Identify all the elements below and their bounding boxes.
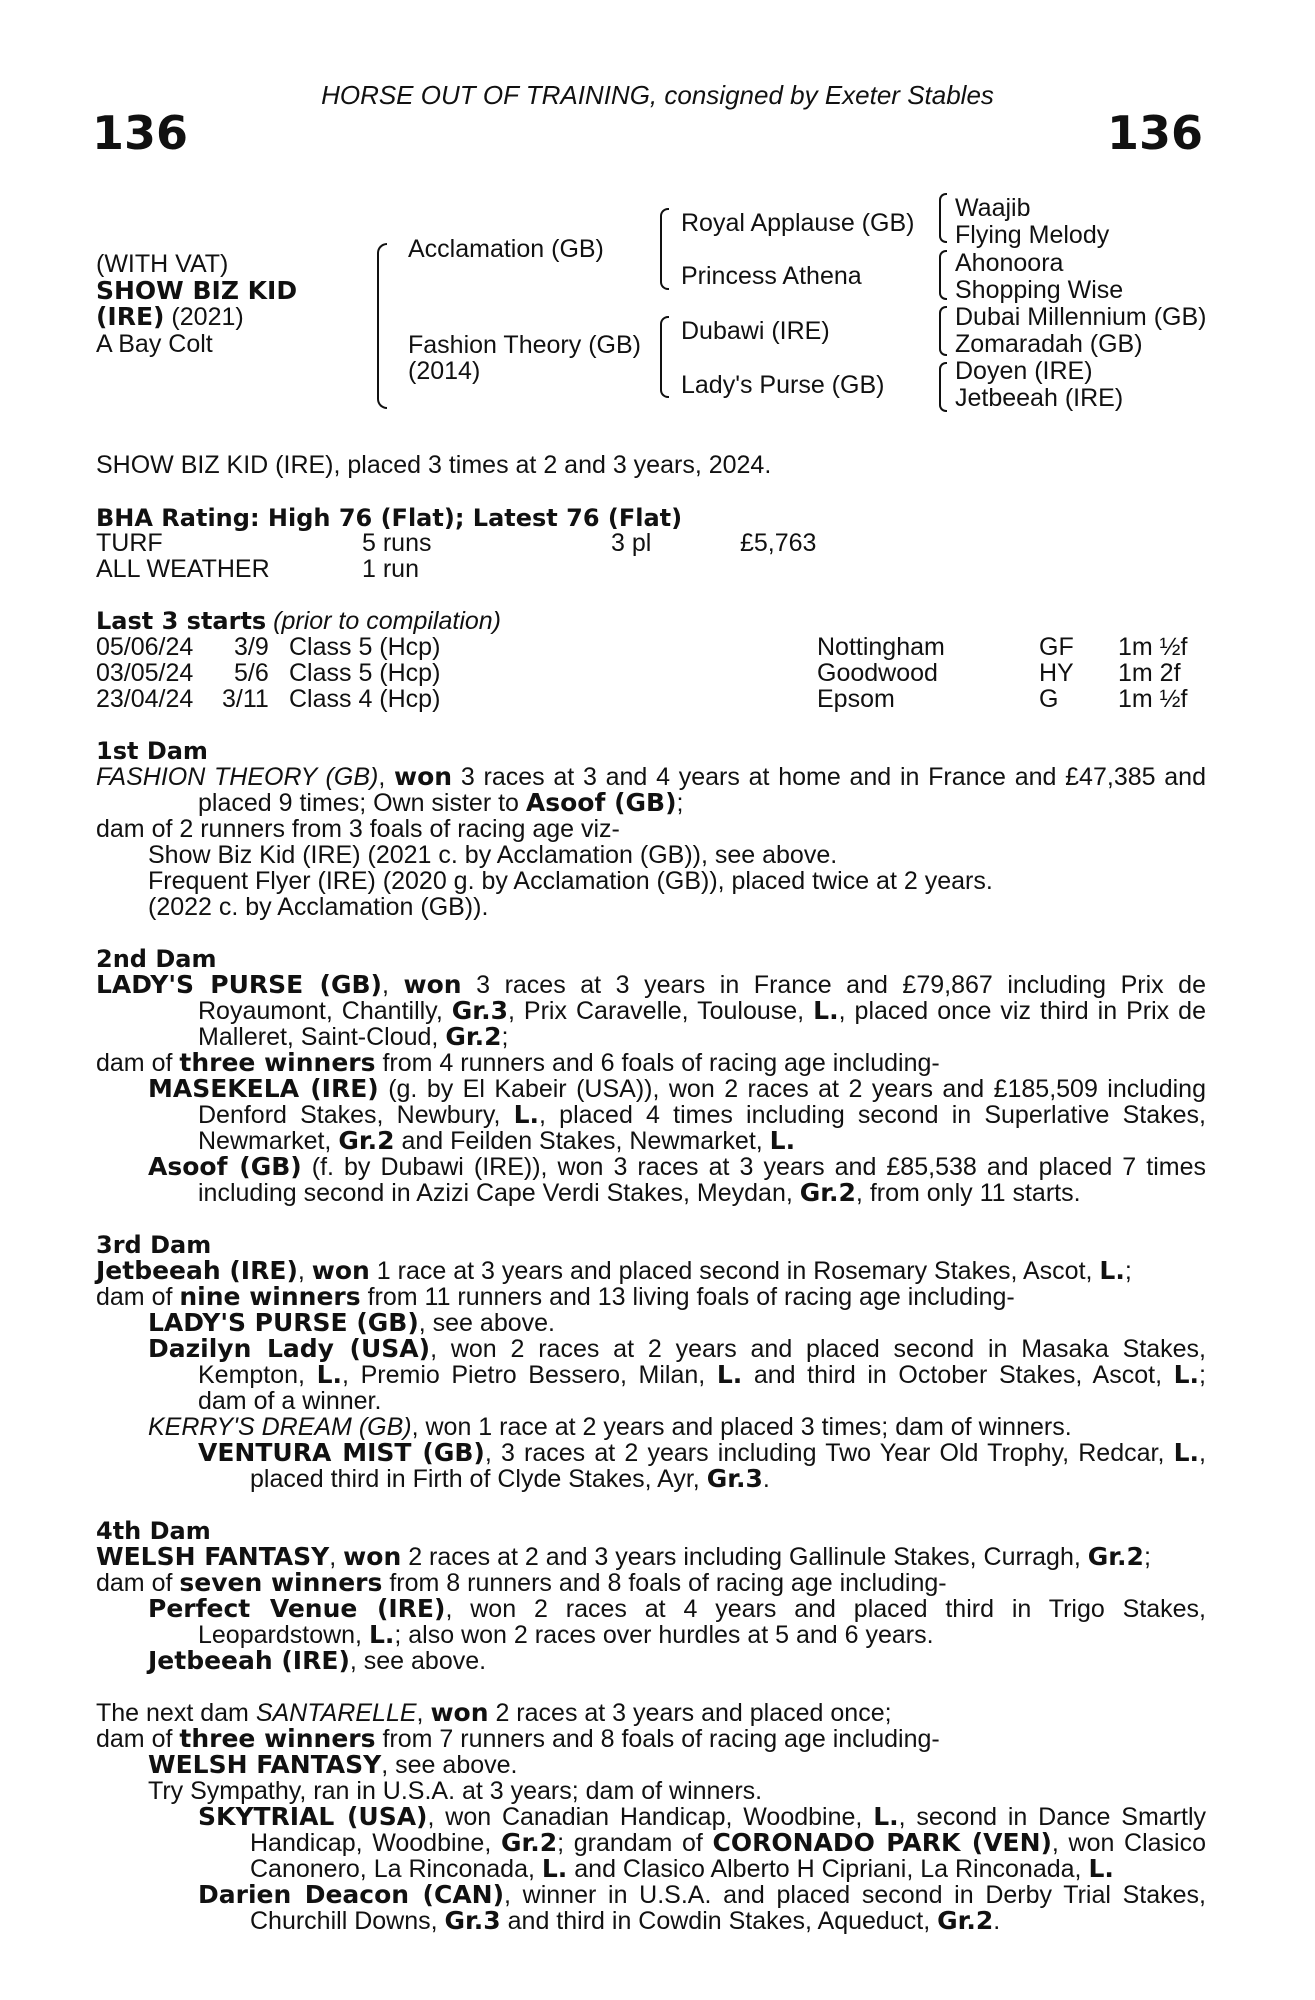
text: (g. by El Kabeir (USA)), won 2 races at 2 years and £185,509 including bbox=[378, 1075, 1206, 1103]
text: , second in Dance Smartly bbox=[898, 1803, 1207, 1831]
text: , see above. bbox=[418, 1309, 555, 1337]
rating-surface: ALL WEATHER bbox=[96, 555, 270, 583]
dd-sire: Doyen (IRE) bbox=[955, 357, 1093, 385]
horse-name: CORONADO PARK (VEN) bbox=[712, 1828, 1052, 1857]
last-starts-title: Last 3 starts bbox=[96, 607, 267, 635]
text: from 11 runners and 13 living foals of racing age including- bbox=[360, 1283, 1015, 1311]
text: from 4 runners and 6 foals of racing age including- bbox=[375, 1049, 940, 1077]
text: Handicap, Woodbine, bbox=[250, 1829, 501, 1857]
text: placed third in Firth of Clyde Stakes, Ayr, bbox=[250, 1465, 707, 1493]
dd-brace bbox=[939, 362, 947, 412]
produce-line bbox=[198, 1804, 1206, 1830]
dam-name: WELSH FANTASY bbox=[96, 1542, 330, 1571]
text: dam of bbox=[96, 1569, 180, 1597]
horse-name: Dazilyn Lady (USA) bbox=[148, 1334, 431, 1363]
lot-number-left: 136 bbox=[92, 106, 189, 160]
text: , from only 11 starts. bbox=[855, 1179, 1081, 1207]
produce-line bbox=[198, 1362, 1206, 1388]
text: . bbox=[762, 1465, 770, 1493]
text: The next dam bbox=[96, 1699, 256, 1727]
dam: Fashion Theory (GB) bbox=[408, 331, 641, 359]
text: 3 races at 3 years in France and £79,867 including Prix de bbox=[461, 971, 1206, 999]
listed: L. bbox=[813, 996, 839, 1025]
dam-line bbox=[96, 1726, 1206, 1752]
sire-dam: Princess Athena bbox=[681, 262, 862, 290]
text: , bbox=[329, 1543, 344, 1571]
text: 3 races at 3 and 4 years at home and in France and £47,385 and bbox=[452, 763, 1206, 791]
text: Newmarket, bbox=[198, 1127, 339, 1155]
dam-line: dam of 2 runners from 3 foals of racing age viz- bbox=[96, 815, 620, 843]
grade: Gr.2 bbox=[937, 1906, 994, 1935]
horse-name: MASEKELA (IRE) bbox=[148, 1074, 379, 1103]
section-title: 2nd Dam bbox=[96, 945, 217, 973]
start-course: Goodwood bbox=[817, 659, 938, 687]
horse-name: SHOW BIZ KID bbox=[96, 276, 298, 305]
produce-line bbox=[198, 1128, 1206, 1154]
text: ; grandam of bbox=[557, 1829, 713, 1857]
text: (f. by Dubawi (IRE)), won 3 races at 3 years and £85,538 and placed 7 times bbox=[301, 1153, 1206, 1181]
ds-sire: Dubai Millennium (GB) bbox=[955, 303, 1207, 331]
text: , bbox=[378, 763, 395, 791]
start-distance: 1m 2f bbox=[1118, 659, 1181, 687]
text: and third in Cowdin Stakes, Aqueduct, bbox=[500, 1907, 938, 1935]
horse-description: A Bay Colt bbox=[96, 330, 213, 358]
start-course: Nottingham bbox=[817, 633, 945, 661]
listed: L. bbox=[541, 1854, 568, 1883]
start-course: Epsom bbox=[817, 685, 895, 713]
text: and third in October Stakes, Ascot, bbox=[742, 1361, 1174, 1389]
produce-line: (2022 c. by Acclamation (GB)). bbox=[148, 893, 489, 921]
text: 2 races at 2 and 3 years including Gallinule Stakes, Curragh, bbox=[401, 1543, 1088, 1571]
produce-line: Try Sympathy, ran in U.S.A. at 3 years; dam of winners. bbox=[148, 1777, 763, 1805]
produce-line bbox=[148, 1154, 1206, 1180]
text: Kempton, bbox=[198, 1361, 317, 1389]
text: ; bbox=[501, 1023, 509, 1051]
text: placed 9 times; Own sister to bbox=[198, 789, 526, 817]
text: ; bbox=[1199, 1361, 1206, 1389]
text: , see above. bbox=[381, 1751, 518, 1779]
pedigree-brace-main bbox=[377, 243, 387, 409]
start-position: 3/11 bbox=[222, 685, 269, 713]
start-class: Class 5 (Hcp) bbox=[289, 633, 441, 661]
horse-name-line2 bbox=[96, 304, 244, 330]
text: Royaumont, Chantilly, bbox=[198, 997, 452, 1025]
horse-origin: (IRE) bbox=[96, 302, 165, 331]
dam-line bbox=[96, 1258, 1206, 1284]
text: ; bbox=[1124, 1257, 1132, 1285]
text: and Clasico Alberto H Cipriani, La Rinconada, bbox=[567, 1855, 1089, 1883]
horse-name: KERRY'S DREAM (GB) bbox=[148, 1413, 412, 1441]
dam-name: SANTARELLE bbox=[255, 1699, 417, 1727]
winner-count: seven winners bbox=[179, 1568, 383, 1597]
text: ; bbox=[676, 789, 684, 817]
text: , won Canadian Handicap, Woodbine, bbox=[427, 1803, 874, 1831]
sd-sire: Ahonoora bbox=[955, 249, 1064, 277]
ss-dam: Flying Melody bbox=[955, 221, 1110, 249]
text: Canonero, La Rinconada, bbox=[250, 1855, 542, 1883]
dam-name: LADY'S PURSE (GB) bbox=[96, 970, 382, 999]
won-label: won bbox=[403, 970, 462, 999]
text: , bbox=[416, 1699, 431, 1727]
start-date: 23/04/24 bbox=[96, 685, 194, 713]
dam-name: FASHION THEORY (GB) bbox=[96, 763, 379, 791]
start-date: 05/06/24 bbox=[96, 633, 194, 661]
horse-name: Perfect Venue (IRE) bbox=[148, 1594, 446, 1623]
produce-line bbox=[250, 1830, 1206, 1856]
grade: Gr.2 bbox=[1087, 1542, 1144, 1571]
text: . bbox=[993, 1907, 1001, 1935]
won-label: won bbox=[430, 1698, 489, 1727]
produce-line: Show Biz Kid (IRE) (2021 c. by Acclamation (GB)), see above. bbox=[148, 841, 838, 869]
produce-line: Frequent Flyer (IRE) (2020 g. by Acclamation (GB)), placed twice at 2 years. bbox=[148, 867, 993, 895]
ss-sire: Waajib bbox=[955, 194, 1031, 222]
section-title: 4th Dam bbox=[96, 1517, 211, 1545]
sd-dam: Shopping Wise bbox=[955, 276, 1124, 304]
text: Churchill Downs, bbox=[250, 1907, 445, 1935]
produce-line bbox=[148, 1648, 1206, 1674]
start-position: 3/9 bbox=[234, 633, 269, 661]
horse-name: SKYTRIAL (USA) bbox=[198, 1802, 428, 1831]
grade: Gr.3 bbox=[444, 1906, 501, 1935]
text: , Premio Pietro Bessero, Milan, bbox=[342, 1361, 717, 1389]
produce-line bbox=[198, 1102, 1206, 1128]
text: , won Clasico bbox=[1051, 1829, 1206, 1857]
listed: L. bbox=[368, 1620, 395, 1649]
listed: L. bbox=[1173, 1438, 1200, 1467]
ds-dam: Zomaradah (GB) bbox=[955, 330, 1143, 358]
text: dam of bbox=[96, 1725, 180, 1753]
produce-line bbox=[148, 1596, 1206, 1622]
text: , bbox=[297, 1257, 312, 1285]
text: , winner in U.S.A. and placed second in Derby Trial Stakes, bbox=[504, 1881, 1206, 1909]
text: , see above. bbox=[349, 1647, 487, 1675]
text: 1 race at 3 years and placed second in Rosemary Stakes, Ascot, bbox=[369, 1257, 1100, 1285]
listed: L. bbox=[769, 1126, 796, 1155]
sd-brace bbox=[939, 250, 947, 300]
horse-year: (2021) bbox=[164, 303, 244, 331]
text: and Feilden Stakes, Newmarket, bbox=[394, 1127, 770, 1155]
ss-brace bbox=[939, 193, 947, 243]
grade: Gr.2 bbox=[445, 1022, 502, 1051]
vat-note: (WITH VAT) bbox=[96, 250, 229, 278]
horse-name: Asoof (GB) bbox=[148, 1152, 302, 1181]
rating-surface: TURF bbox=[96, 529, 163, 557]
text: Denford Stakes, Newbury, bbox=[198, 1101, 514, 1129]
winner-count: three winners bbox=[179, 1724, 376, 1753]
dam-line bbox=[198, 1024, 1206, 1050]
listed: L. bbox=[1099, 1256, 1125, 1285]
listed: L. bbox=[513, 1100, 540, 1129]
bha-rating: BHA Rating: High 76 (Flat); Latest 76 (Flat) bbox=[96, 504, 683, 532]
dam-line bbox=[96, 972, 1206, 998]
text: , bbox=[1199, 1439, 1206, 1467]
produce-line bbox=[148, 1752, 1206, 1778]
text: from 7 runners and 8 foals of racing age including- bbox=[375, 1725, 940, 1753]
section-title: 1st Dam bbox=[96, 737, 208, 765]
start-class: Class 4 (Hcp) bbox=[289, 685, 441, 713]
sire-brace bbox=[660, 208, 669, 290]
horse-name: Jetbeeah (IRE) bbox=[148, 1646, 350, 1675]
sire-sire: Royal Applause (GB) bbox=[681, 209, 915, 237]
dam-line bbox=[96, 1284, 1206, 1310]
grade: Gr.3 bbox=[706, 1464, 763, 1493]
dam-name: Jetbeeah (IRE) bbox=[96, 1256, 298, 1285]
last-starts-heading bbox=[96, 608, 1206, 634]
horse-name: Asoof (GB) bbox=[525, 788, 677, 817]
horse-name: Darien Deacon (CAN) bbox=[198, 1880, 505, 1909]
sire: Acclamation (GB) bbox=[408, 235, 604, 263]
dam-line bbox=[96, 1700, 1206, 1726]
start-going: HY bbox=[1039, 659, 1074, 687]
produce-line bbox=[198, 1622, 1206, 1648]
ds-brace bbox=[939, 306, 947, 356]
grade: Gr.2 bbox=[338, 1126, 395, 1155]
dam-dam: Lady's Purse (GB) bbox=[681, 371, 885, 399]
dam-year: (2014) bbox=[408, 357, 481, 385]
section-title: 3rd Dam bbox=[96, 1231, 212, 1259]
won-label: won bbox=[311, 1256, 370, 1285]
produce-line bbox=[148, 1336, 1206, 1362]
text: , bbox=[381, 971, 404, 999]
produce-line bbox=[250, 1908, 1206, 1934]
text: , won 1 race at 2 years and placed 3 times; dam of winners. bbox=[411, 1413, 1072, 1441]
won-label: won bbox=[394, 762, 453, 791]
text: dam of bbox=[96, 1283, 180, 1311]
won-label: won bbox=[343, 1542, 402, 1571]
consignment-heading: HORSE OUT OF TRAINING, consigned by Exeter Stables bbox=[321, 80, 994, 110]
text: ; bbox=[1143, 1543, 1151, 1571]
dam-sire: Dubawi (IRE) bbox=[681, 317, 830, 345]
dam-line bbox=[96, 1570, 1206, 1596]
rating-prize: £5,763 bbox=[740, 529, 817, 557]
start-class: Class 5 (Hcp) bbox=[289, 659, 441, 687]
text: , 3 races at 2 years including Two Year Old Trophy, Redcar, bbox=[484, 1439, 1174, 1467]
rating-runs: 5 runs bbox=[362, 529, 432, 557]
text: , placed once viz third in Prix de bbox=[838, 997, 1206, 1025]
last-starts-note: (prior to compilation) bbox=[266, 607, 502, 635]
horse-name: VENTURA MIST (GB) bbox=[198, 1438, 485, 1467]
dam-line bbox=[96, 764, 1206, 790]
winner-count: nine winners bbox=[179, 1282, 361, 1311]
text: from 8 runners and 8 foals of racing age including- bbox=[382, 1569, 947, 1597]
rating-placed: 3 pl bbox=[611, 529, 652, 557]
horse-name: LADY'S PURSE (GB) bbox=[148, 1308, 419, 1337]
text: , won 2 races at 4 years and placed third in Trigo Stakes, bbox=[445, 1595, 1206, 1623]
dam-brace bbox=[660, 316, 669, 398]
produce-line bbox=[250, 1856, 1206, 1882]
start-date: 03/05/24 bbox=[96, 659, 194, 687]
text: 2 races at 3 years and placed once; bbox=[488, 1699, 892, 1727]
listed: L. bbox=[316, 1360, 343, 1389]
produce-line bbox=[198, 1180, 1206, 1206]
dam-line bbox=[198, 998, 1206, 1024]
produce-line bbox=[148, 1076, 1206, 1102]
dam-line bbox=[96, 1544, 1206, 1570]
rating-runs: 1 run bbox=[362, 555, 419, 583]
dam-line bbox=[96, 1050, 1206, 1076]
produce-line bbox=[250, 1466, 1206, 1492]
start-going: GF bbox=[1039, 633, 1074, 661]
start-distance: 1m ½f bbox=[1118, 633, 1188, 661]
produce-line bbox=[148, 1310, 1206, 1336]
listed: L. bbox=[1173, 1360, 1200, 1389]
produce-line bbox=[198, 1882, 1206, 1908]
winner-count: three winners bbox=[179, 1048, 376, 1077]
lot-number-right: 136 bbox=[1106, 106, 1203, 160]
produce-line bbox=[198, 1440, 1206, 1466]
dd-dam: Jetbeeah (IRE) bbox=[955, 384, 1124, 412]
horse-name: WELSH FANTASY bbox=[148, 1750, 382, 1779]
text: Malleret, Saint-Cloud, bbox=[198, 1023, 446, 1051]
listed: L. bbox=[1088, 1854, 1114, 1883]
start-distance: 1m ½f bbox=[1118, 685, 1188, 713]
grade: Gr.2 bbox=[799, 1178, 856, 1207]
text: , Prix Caravelle, Toulouse, bbox=[507, 997, 814, 1025]
listed: L. bbox=[873, 1802, 899, 1831]
race-summary: SHOW BIZ KID (IRE), placed 3 times at 2 and 3 years, 2024. bbox=[96, 451, 772, 479]
text: including second in Azizi Cape Verdi Stakes, Meydan, bbox=[198, 1179, 800, 1207]
text: , placed 4 times including second in Superlative Stakes, bbox=[539, 1101, 1206, 1129]
produce-line: dam of a winner. bbox=[198, 1387, 382, 1415]
grade: Gr.2 bbox=[500, 1828, 558, 1857]
text: Leopardstown, bbox=[198, 1621, 369, 1649]
grade: Gr.3 bbox=[451, 996, 508, 1025]
start-going: G bbox=[1039, 685, 1059, 713]
text: dam of bbox=[96, 1049, 180, 1077]
start-position: 5/6 bbox=[234, 659, 269, 687]
produce-line bbox=[148, 1414, 1206, 1440]
dam-line bbox=[198, 790, 1206, 816]
listed: L. bbox=[716, 1360, 743, 1389]
text: , won 2 races at 2 years and placed second in Masaka Stakes, bbox=[430, 1335, 1206, 1363]
text: ; also won 2 races over hurdles at 5 and 6 years. bbox=[394, 1621, 934, 1649]
